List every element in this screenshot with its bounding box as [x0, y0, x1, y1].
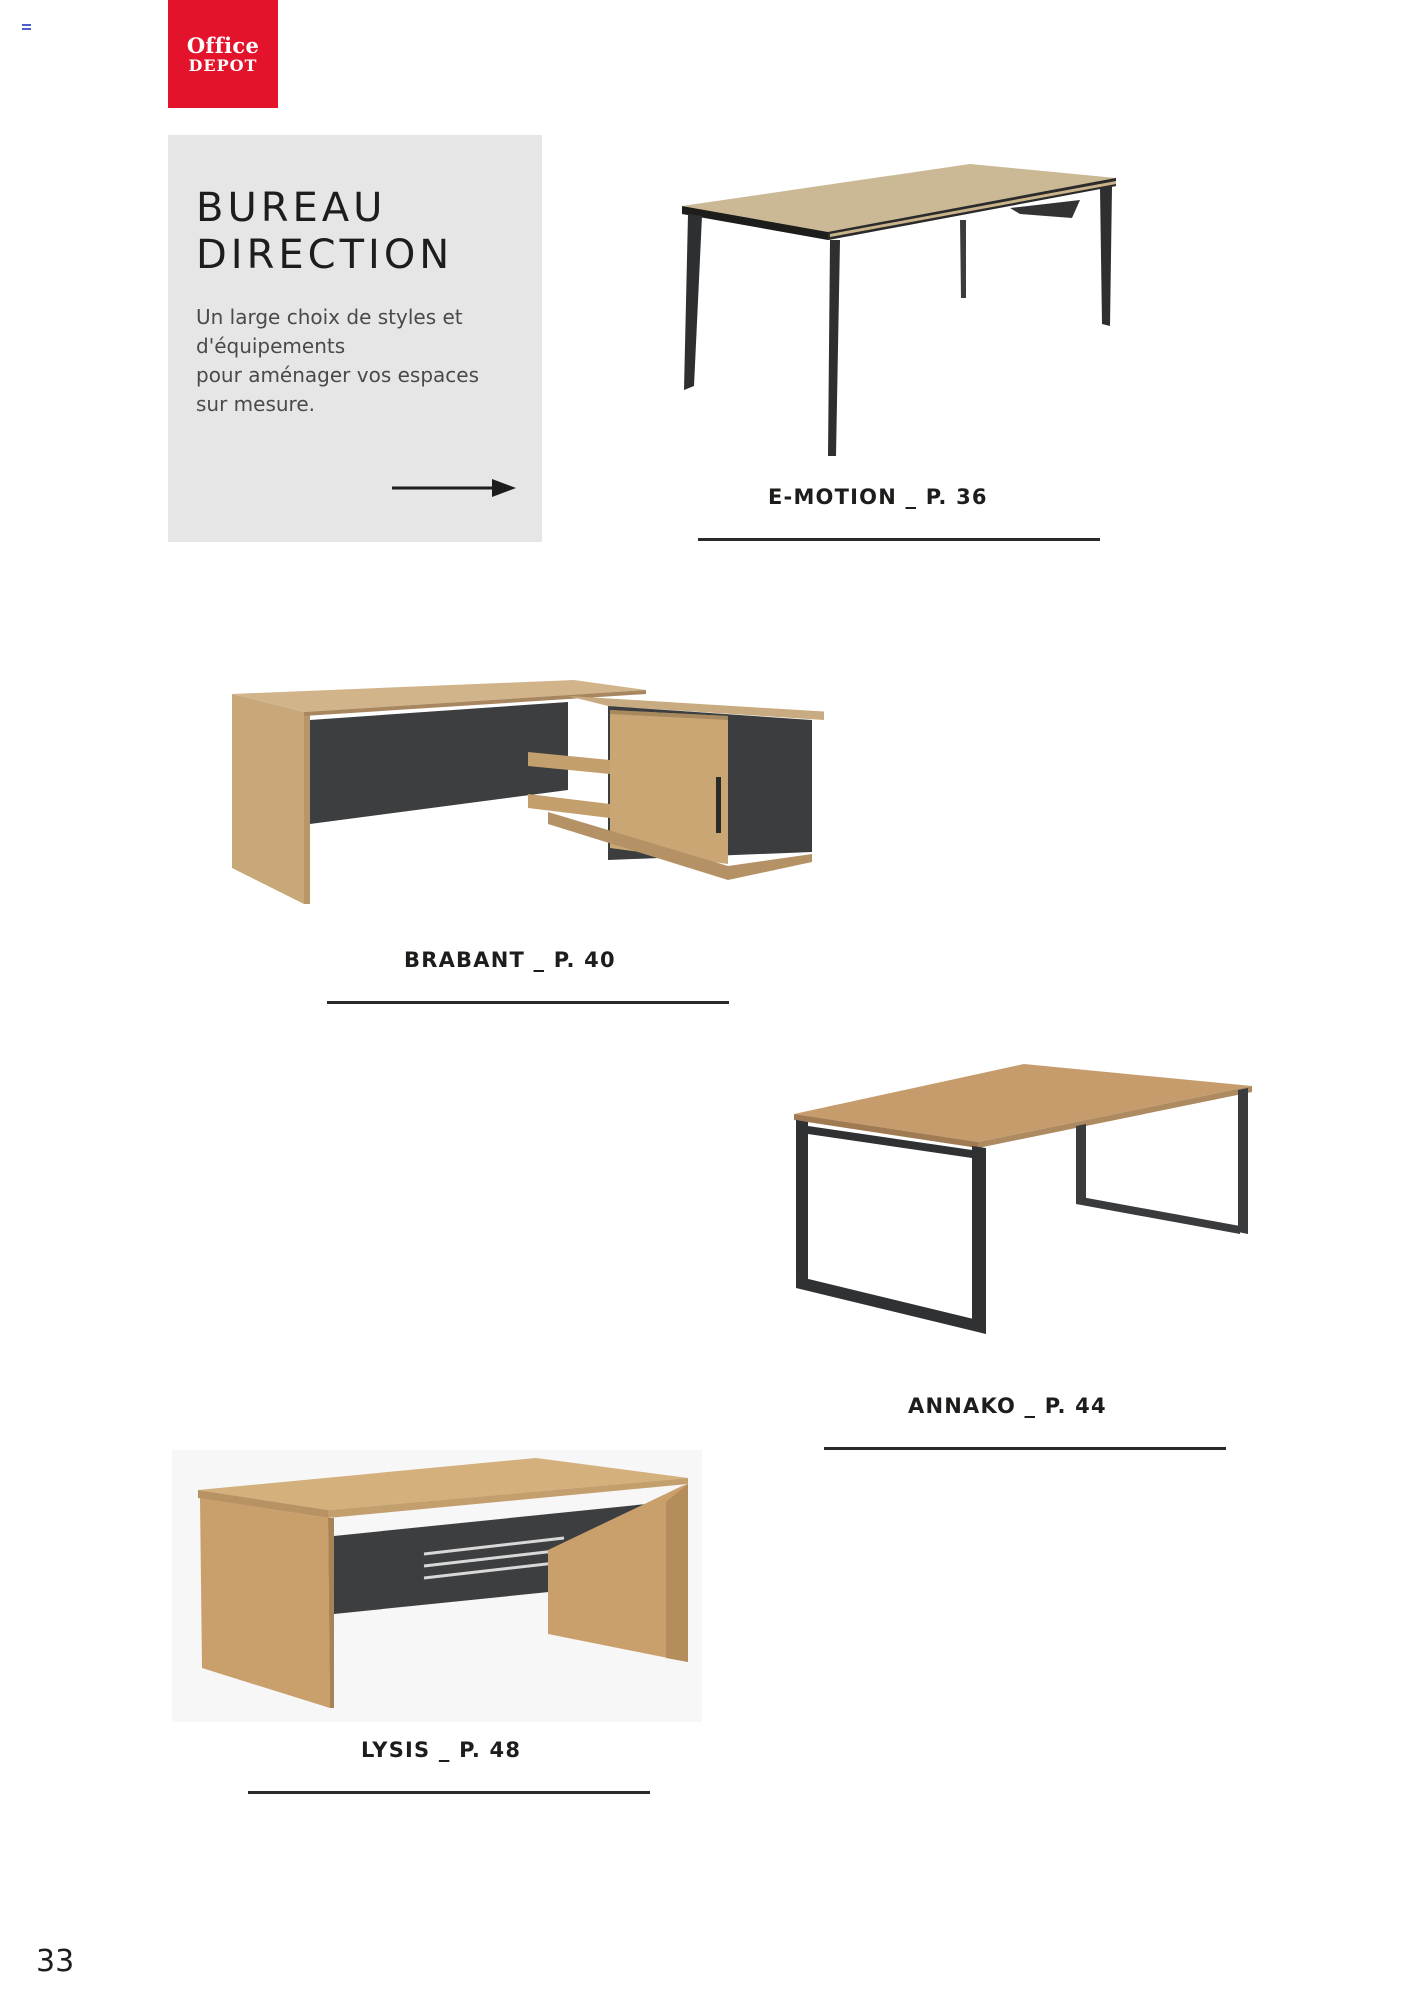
page-number: 33	[36, 1944, 75, 1979]
office-depot-logo	[168, 0, 278, 108]
desc-line1: Un large choix de styles et	[196, 305, 463, 329]
logo-line1: Office	[186, 32, 260, 58]
desc-line3: pour aménager vos espaces	[196, 363, 479, 387]
desc-line4: sur mesure.	[196, 392, 316, 416]
lysis-image[interactable]	[172, 1450, 702, 1722]
arrow-right-icon	[392, 478, 516, 498]
caption-underline	[248, 1791, 650, 1794]
e-motion-image[interactable]	[680, 160, 1120, 460]
desc-line2: d'équipements	[196, 334, 346, 358]
title-line1: BUREAU	[196, 185, 387, 231]
product-caption[interactable]: E-MOTION _ P. 36	[768, 485, 988, 509]
product-caption[interactable]: LYSIS _ P. 48	[361, 1738, 522, 1762]
logo-line2: DEPOT	[188, 55, 258, 75]
caption-underline	[327, 1001, 729, 1004]
intro-panel	[168, 135, 542, 542]
menu-icon	[22, 24, 31, 30]
title-line2: DIRECTION	[196, 232, 454, 278]
caption-underline	[698, 538, 1100, 541]
product-caption[interactable]: ANNAKO _ P. 44	[908, 1394, 1107, 1418]
caption-underline	[824, 1447, 1226, 1450]
brabant-image[interactable]	[228, 672, 824, 912]
annako-image[interactable]	[790, 1062, 1254, 1352]
section-title	[196, 185, 453, 279]
product-caption[interactable]: BRABANT _ P. 40	[404, 948, 616, 972]
section-description	[196, 303, 526, 419]
